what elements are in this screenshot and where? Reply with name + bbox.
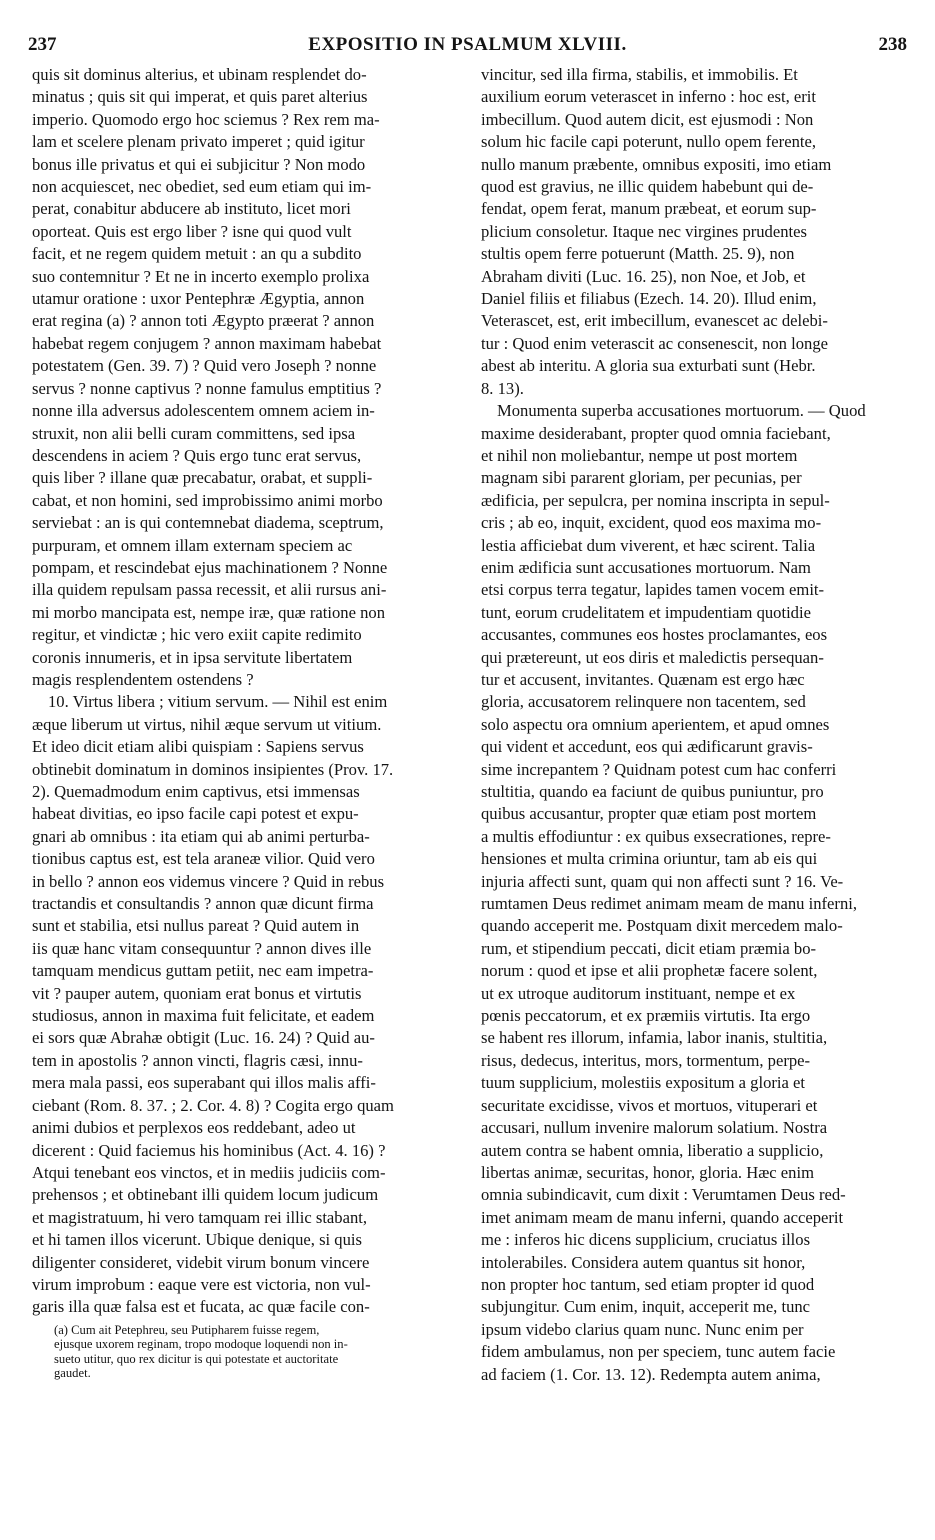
text-line: plicium consoletur. Itaque nec virgines prudentes [481,221,807,241]
text-line: imbecillum. Quod autem dicit, est ejusmodi : Non [481,109,814,129]
text-line: virum improbum : eaque vere est victoria, non vul- [32,1274,371,1294]
text-line: etsi corpus terra tegatur, lapides tamen vocem emit- [481,580,825,600]
text-line: 2). Quemadmodum enim captivus, etsi immensas [32,782,360,801]
text-line: subjungitur. Cum enim, inquit, acceperit me, tunc [481,1297,811,1317]
text-line: et nihil non moliebantur, nempe ut post mortem [481,445,798,465]
text-line: quibus accusantur, propter quæ etiam post mortem [481,804,817,824]
text-line: tur : Quod enim veterascit ac consenescit, non longe [481,333,828,353]
text-line: rum, et stipendium peccati, dicit etiam præmia bo- [481,938,817,958]
footnote-line: (a) Cum ait Petephreu, seu Putipharem fuisse regem, [54,1322,320,1337]
text-line: intolerabiles. Considera autem quantus sit honor, [481,1252,806,1272]
text-line: Monumenta superba accusationes mortuorum. — Quod [497,401,866,421]
text-line: illa quidem repulsam passa recessit, et alii rursus ani- [32,580,387,600]
text-line: injuria affecti sunt, quam qui non affecti sunt ? 16. Ve- [481,871,844,891]
text-line: bonus ille privatus et qui ei subjicitur ? Non modo [32,154,366,174]
text-line: a multis effodiuntur : ex quibus exsecrationes, repre- [481,826,831,846]
text-line: securitate excidisse, vivos et mortuos, vituperari et [481,1095,818,1115]
text-line: descendens in aciem ? Quis ergo tunc erat servus, [32,445,362,465]
text-line: quis liber ? illane quæ precabatur, orabat, et suppli- [32,468,373,488]
text-line: auxilium eorum veterascet in inferno : hoc est, erit [481,87,816,107]
text-line: tur et accusent, invitantes. Quænam est ergo hæc [481,669,805,689]
text-line: ædificia, per sepulcra, per nomina inscripta in sepul- [481,490,830,510]
running-title: EXPOSITIO IN PSALMUM XLVIII. [308,34,627,55]
left-column [32,64,456,1381]
text-line: ei sors quæ Abrahæ obtigit (Luc. 16. 24) ? Quid au- [32,1028,375,1048]
text-line: æque liberum ut virtus, nihil æque servum ut vitium. [32,714,382,734]
text-line: pœnis peccatorum, et ex præmiis virtutis. Ita ergo [481,1006,811,1026]
text-line: quando acceperit me. Postquam dixit mercedem malo- [481,916,843,936]
text-line: quis sit dominus alterius, et ubinam resplendet do- [32,65,367,84]
text-line: 8. 13). [481,378,524,398]
text-line: vit ? pauper autem, quoniam erat bonus et virtutis [32,983,362,1003]
text-line: tractandis et consultandis ? annon quæ dicunt firma [32,894,374,914]
text-line: non acquiescet, nec obediet, sed eum etiam qui im- [32,177,372,197]
text-line: qui vident et accedunt, eos qui ædificarunt gravis- [481,737,813,757]
text-line: iis quæ hanc vitam consequuntur ? annon dives ille [32,938,372,958]
text-line: tunt, eorum crudelitatem et impudentiam quotidie [481,602,811,622]
text-line: cris ; ab eo, inquit, excident, quod eos maxima mo- [481,513,822,533]
text-line: fidem ambulamus, non per speciem, tunc autem facie [481,1342,836,1362]
text-line: animi dubios et perplexos eos reddebant, adeo ut [32,1118,356,1138]
text-line: mi morbo mancipata est, nempe iræ, quæ ratione non [32,602,385,622]
text-line: libertas animæ, securitas, honor, gloria. Hæc enim [481,1162,814,1182]
text-line: maxime desiderabant, propter quod omnia faciebant, [481,423,831,443]
text-line: purpuram, et omnem illam externam speciem ac [32,535,353,555]
text-line: serviebat : an is qui contemnebat diadema, sceptrum, [32,513,384,533]
text-line: stultitia, quando ea faciunt de quibus puniuntur, pro [481,782,824,801]
text-line: quod est gravius, ne illic quidem habebunt qui de- [481,177,814,197]
text-line: imet animam meam de manu inferni, quando acceperit [481,1207,844,1227]
page-number-right: 238 [878,34,907,55]
text-line: Daniel filiis et filiabus (Ezech. 14. 20). Illud enim, [481,289,817,309]
text-line: fendat, opem ferat, manum præbeat, et eorum sup- [481,199,817,219]
text-line: se habent res illorum, infamia, labor inanis, stultitia, [481,1028,828,1048]
text-line: obtinebit dominatum in dominos insipientes (Prov. 17. [32,759,394,779]
text-line: magis resplendentem ostendens ? [32,669,254,689]
text-line: rumtamen Deus redimet animam meam de manu inferni, [481,894,858,914]
text-line: gloria, accusatorem relinquere non tacentem, sed [481,692,806,712]
text-line: garis illa quæ falsa est et fucata, ac quæ facile con- [32,1297,370,1317]
right-column [481,64,905,1386]
text-line: lam et scelere plenam privato imperet ; quid igitur [32,132,365,152]
text-line: tamquam mendicus guttam petiit, nec eam impetra- [32,961,374,981]
text-line: ciebant (Rom. 8. 37. ; 2. Cor. 4. 8) ? Cogita ergo quam [32,1095,394,1115]
footnote-line: sueto utitur, quo rex dicitur is qui potestate et auctoritate [54,1351,339,1366]
text-line: accusantes, communes eos hostes proclamantes, eos [481,625,828,645]
text-line: habeat divitias, eo ipso facile capi potest et expu- [32,804,359,824]
text-line: diligenter consideret, videbit virum bonum vincere [32,1252,370,1272]
text-line: vincitur, sed illa firma, stabilis, et immobilis. Et [481,65,798,84]
text-line: tem in apostolis ? annon vincti, flagris cæsi, innu- [32,1050,363,1070]
text-line: potestatem (Gen. 39. 7) ? Quid vero Joseph ? nonne [32,356,377,376]
text-line: dicerent : Quid faciemus his hominibus (Act. 4. 16) ? [32,1140,386,1160]
text-line: facit, et ne regem quidem metuit : an qu a subdito [32,244,362,264]
text-line: magnam sibi pararent gloriam, per pecunias, per [481,468,802,488]
text-line: erat regina (a) ? annon toti Ægypto præerat ? annon [32,311,375,331]
text-line: et magistratuum, hi vero tamquam rei illic stabant, [32,1207,368,1227]
text-line: tionibus captus est, est tela araneæ vilior. Quid vero [32,849,375,869]
text-line: Atqui tenebant eos vinctos, et in mediis judiciis com- [32,1162,386,1182]
text-line: sime increpantem ? Quidnam potest cum hac conferri [481,759,837,779]
text-line: non propter hoc tantum, sed etiam propter id quod [481,1274,815,1294]
text-line: Abraham diviti (Luc. 16. 25), non Noe, et Job, et [481,266,806,286]
text-line: nonne illa adversus adolescentem omnem aciem in- [32,401,375,421]
text-line: pompam, et rescindebat ejus machinationem ? Nonne [32,557,388,577]
text-line: servus ? nonne captivus ? nonne famulus emptitius ? [32,378,382,398]
running-header [28,34,907,62]
text-line: ipsum videbo clarius quam nunc. Nunc enim per [481,1319,804,1339]
text-line: enim ædificia sunt accusationes mortuorum. Nam [481,557,811,577]
text-line: utamur oratione : uxor Pentephræ Ægyptia, annon [32,289,365,309]
text-line: norum : quod et ipse et alii prophetæ facere solent, [481,961,818,981]
text-line: solum hic facile capi poterunt, nullo opem ferente, [481,132,816,152]
text-line: qui prætereunt, ut eos diris et maledictis persequan- [481,647,824,667]
text-line: gnari ab omnibus : ita etiam qui ab animi perturba- [32,826,370,846]
text-line: perat, conabitur abducere ab instituto, licet mori [32,199,351,219]
text-line: hensiones et multa crimina oriuntur, tam ab eis qui [481,849,818,869]
text-line: 10. Virtus libera ; vitium servum. — Nihil est enim [48,692,388,712]
text-line: in bello ? annon eos videmus vincere ? Quid in rebus [32,871,385,891]
text-line: me : inferos hic dicens supplicium, cruciatus illos [481,1230,811,1250]
text-line: Veterascet, est, erit imbecillum, evanescet ac delebi- [481,311,828,331]
text-line: studiosus, annon in maxima fuit felicitate, et eadem [32,1006,375,1026]
text-line: tuum supplicium, molestiis expositum a gloria et [481,1073,806,1093]
text-line: abest ab interitu. A gloria sua exturbati sunt (Hebr. [481,356,816,376]
text-line: solo aspectu ora omnium aperientem, et apud omnes [481,714,830,734]
text-line: coronis innumeris, et in ipsa servitute libertatem [32,647,353,667]
footnote-line: ejusque uxorem reginam, tropo modoque loquendi non in- [54,1337,348,1352]
text-line: risus, dedecus, interitus, mors, tormentum, perpe- [481,1050,811,1070]
text-line: et hi tamen illos vicerunt. Ubique denique, si quis [32,1230,362,1250]
text-line: autem contra se habent omnia, liberatio a supplicio, [481,1140,824,1160]
text-line: regitur, et vindictæ ; hic vero exiit capite redimito [32,625,362,645]
text-line: imperio. Quomodo ergo hoc sciemus ? Rex rem ma- [32,109,380,129]
footnote-line: gaudet. [54,1366,91,1381]
text-line: accusari, nullum invenire malorum solatium. Nostra [481,1118,828,1138]
text-line: nullo manum præbente, omnibus expositi, imo etiam [481,154,832,174]
text-line: struxit, non alii belli curam committens, sed ipsa [32,423,356,443]
text-line: suo contemnitur ? Et ne in incerto exemplo prolixa [32,266,370,286]
text-line: lestia afficiebat dum viverent, et hæc scirent. Talia [481,535,816,555]
text-line: sunt et stabilia, etsi nullus pareat ? Quid autem in [32,916,360,936]
page-number-left: 237 [28,34,57,55]
text-line: omnia subindicavit, cum dixit : Verumtamen Deus red- [481,1185,846,1205]
text-line: ut ex utroque auditorum instituant, nempe et ex [481,983,796,1003]
text-line: oporteat. Quis est ergo liber ? isne qui quod vult [32,221,352,241]
text-line: Et ideo dicit etiam alibi quispiam : Sapiens servus [32,737,364,757]
text-line: habebat regem conjugem ? annon maximam habebat [32,333,382,353]
text-line: mera mala passi, eos superabant qui illos malis affi- [32,1073,376,1093]
text-line: prehensos ; et obtinebant illi quidem locum judicum [32,1185,379,1205]
text-line: ad faciem (1. Cor. 13. 12). Redempta autem anima, [481,1364,821,1384]
text-line: minatus ; quis sit qui imperat, et quis paret alterius [32,87,368,107]
text-line: stultis opem ferre potuerunt (Matth. 25. 9), non [481,244,795,264]
text-line: cabat, et non homini, sed improbissimo animi morbo [32,490,383,510]
